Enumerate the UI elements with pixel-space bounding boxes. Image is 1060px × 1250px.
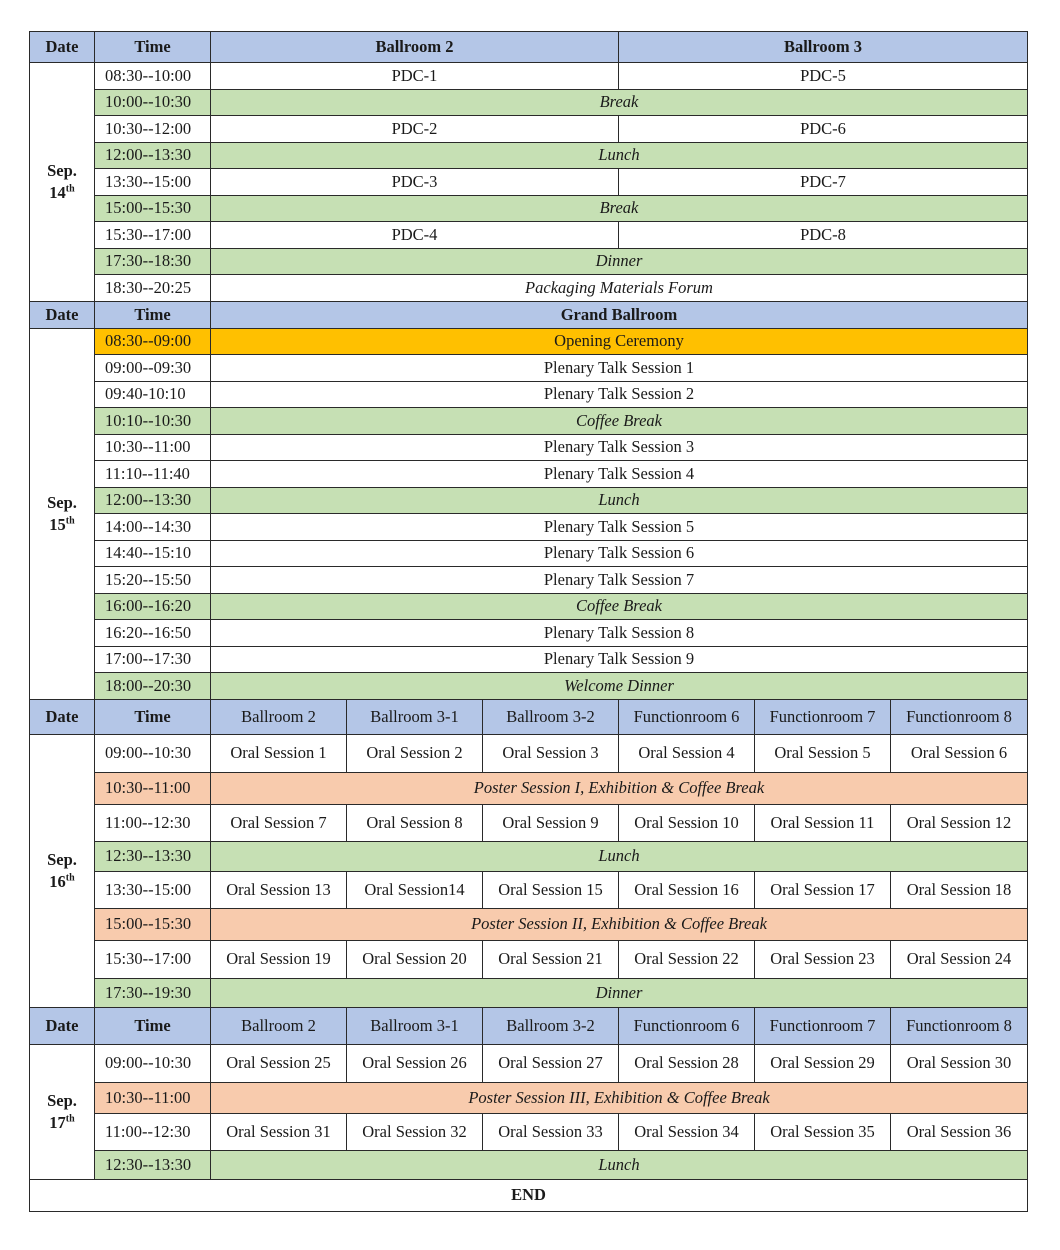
day4-row bbox=[30, 1082, 1028, 1113]
session-cell: Oral Session 20 bbox=[347, 940, 483, 978]
session-cell: Oral Session 22 bbox=[619, 940, 755, 978]
session-cell: Oral Session 15 bbox=[483, 871, 619, 908]
event-cell: Coffee Break bbox=[211, 408, 1028, 435]
time-cell: 13:30--15:00 bbox=[95, 169, 211, 196]
day2-header-row bbox=[30, 301, 1028, 328]
poster-session-cell: Poster Session III, Exhibition & Coffee Break bbox=[211, 1082, 1028, 1113]
session-cell: Oral Session 10 bbox=[619, 804, 755, 841]
session-cell: PDC-5 bbox=[619, 63, 1028, 90]
date-header: Date bbox=[30, 301, 95, 328]
time-header: Time bbox=[95, 699, 211, 734]
event-cell: Opening Ceremony bbox=[211, 328, 1028, 355]
time-cell: 15:30--17:00 bbox=[95, 940, 211, 978]
day1-row bbox=[30, 116, 1028, 143]
session-cell: Oral Session 4 bbox=[619, 734, 755, 772]
room-header: Ballroom 3-2 bbox=[483, 699, 619, 734]
session-cell: Oral Session 24 bbox=[891, 940, 1028, 978]
day3-row bbox=[30, 908, 1028, 940]
day1-header-row bbox=[30, 32, 1028, 63]
session-cell: Oral Session 29 bbox=[755, 1044, 891, 1082]
event-cell: Plenary Talk Session 9 bbox=[211, 646, 1028, 673]
session-cell: Oral Session 8 bbox=[347, 804, 483, 841]
day1-row bbox=[30, 142, 1028, 169]
room-header: Ballroom 3-1 bbox=[347, 1007, 483, 1044]
time-cell: 10:30--11:00 bbox=[95, 434, 211, 461]
day4-row bbox=[30, 1044, 1028, 1082]
day1-row bbox=[30, 248, 1028, 275]
session-cell: Oral Session 25 bbox=[211, 1044, 347, 1082]
time-cell: 10:10--10:30 bbox=[95, 408, 211, 435]
time-cell: 09:00--09:30 bbox=[95, 355, 211, 382]
room-header: Functionroom 7 bbox=[755, 699, 891, 734]
session-cell: Oral Session 33 bbox=[483, 1113, 619, 1150]
time-cell: 15:20--15:50 bbox=[95, 567, 211, 594]
time-cell: 14:40--15:10 bbox=[95, 540, 211, 567]
date-day: 14 bbox=[49, 182, 66, 202]
day2-row bbox=[30, 540, 1028, 567]
day3-header-row bbox=[30, 699, 1028, 734]
date-cell-sep-14 bbox=[30, 63, 95, 302]
end-label: END bbox=[30, 1179, 1028, 1211]
room-header: Functionroom 7 bbox=[755, 1007, 891, 1044]
time-cell: 16:20--16:50 bbox=[95, 620, 211, 647]
session-cell: Oral Session 36 bbox=[891, 1113, 1028, 1150]
session-cell: Oral Session 12 bbox=[891, 804, 1028, 841]
day2-row bbox=[30, 355, 1028, 382]
break-cell: Break bbox=[211, 195, 1028, 222]
room-header: Ballroom 2 bbox=[211, 1007, 347, 1044]
time-cell: 15:30--17:00 bbox=[95, 222, 211, 249]
event-cell: Plenary Talk Session 1 bbox=[211, 355, 1028, 382]
event-cell: Plenary Talk Session 7 bbox=[211, 567, 1028, 594]
event-cell: Lunch bbox=[211, 487, 1028, 514]
room-header: Functionroom 8 bbox=[891, 1007, 1028, 1044]
date-suffix: th bbox=[65, 183, 75, 195]
poster-session-cell: Poster Session II, Exhibition & Coffee Break bbox=[211, 908, 1028, 940]
day1-row bbox=[30, 222, 1028, 249]
date-cell-sep-17 bbox=[30, 1044, 95, 1179]
day2-row bbox=[30, 381, 1028, 408]
time-cell: 08:30--09:00 bbox=[95, 328, 211, 355]
session-cell: Oral Session 26 bbox=[347, 1044, 483, 1082]
day2-row bbox=[30, 487, 1028, 514]
session-cell: Oral Session 30 bbox=[891, 1044, 1028, 1082]
time-cell: 10:30--12:00 bbox=[95, 116, 211, 143]
time-cell: 09:00--10:30 bbox=[95, 1044, 211, 1082]
session-cell: PDC-3 bbox=[211, 169, 619, 196]
date-suffix: th bbox=[65, 1113, 75, 1124]
forum-cell: Packaging Materials Forum bbox=[211, 275, 1028, 302]
time-cell: 12:30--13:30 bbox=[95, 841, 211, 871]
event-cell: Plenary Talk Session 3 bbox=[211, 434, 1028, 461]
room-header: Functionroom 6 bbox=[619, 1007, 755, 1044]
session-cell: Oral Session 28 bbox=[619, 1044, 755, 1082]
session-cell: Oral Session 19 bbox=[211, 940, 347, 978]
lunch-cell: Lunch bbox=[211, 841, 1028, 871]
event-cell: Plenary Talk Session 4 bbox=[211, 461, 1028, 488]
day3-row bbox=[30, 772, 1028, 804]
date-day: 17 bbox=[49, 1112, 66, 1132]
dinner-cell: Dinner bbox=[211, 978, 1028, 1007]
ballroom-3-header: Ballroom 3 bbox=[619, 32, 1028, 63]
day3-row bbox=[30, 734, 1028, 772]
room-header: Ballroom 3-1 bbox=[347, 699, 483, 734]
time-cell: 08:30--10:00 bbox=[95, 63, 211, 90]
time-cell: 11:00--12:30 bbox=[95, 1113, 211, 1150]
session-cell: Oral Session 13 bbox=[211, 871, 347, 908]
session-cell: Oral Session 3 bbox=[483, 734, 619, 772]
session-cell: PDC-6 bbox=[619, 116, 1028, 143]
room-header: Functionroom 8 bbox=[891, 699, 1028, 734]
session-cell: Oral Session 9 bbox=[483, 804, 619, 841]
day2-row bbox=[30, 514, 1028, 541]
session-cell: Oral Session 7 bbox=[211, 804, 347, 841]
day4-header-row bbox=[30, 1007, 1028, 1044]
day3-row bbox=[30, 841, 1028, 871]
day3-row bbox=[30, 978, 1028, 1007]
time-header: Time bbox=[95, 301, 211, 328]
date-month: Sep. bbox=[47, 1091, 77, 1111]
time-cell: 11:00--12:30 bbox=[95, 804, 211, 841]
day2-row bbox=[30, 593, 1028, 620]
date-suffix: th bbox=[65, 872, 75, 883]
date-month: Sep. bbox=[47, 493, 77, 513]
session-cell: Oral Session 31 bbox=[211, 1113, 347, 1150]
time-cell: 12:00--13:30 bbox=[95, 142, 211, 169]
time-cell: 14:00--14:30 bbox=[95, 514, 211, 541]
day3-row bbox=[30, 940, 1028, 978]
event-cell: Plenary Talk Session 5 bbox=[211, 514, 1028, 541]
session-cell: Oral Session 35 bbox=[755, 1113, 891, 1150]
session-cell: Oral Session 23 bbox=[755, 940, 891, 978]
date-suffix: th bbox=[65, 515, 75, 526]
session-cell: PDC-1 bbox=[211, 63, 619, 90]
dinner-cell: Dinner bbox=[211, 248, 1028, 275]
day2-row bbox=[30, 408, 1028, 435]
room-header: Ballroom 3-2 bbox=[483, 1007, 619, 1044]
lunch-cell: Lunch bbox=[211, 1150, 1028, 1179]
event-cell: Plenary Talk Session 2 bbox=[211, 381, 1028, 408]
session-cell: Oral Session 2 bbox=[347, 734, 483, 772]
break-cell: Break bbox=[211, 89, 1028, 116]
grand-ballroom-header: Grand Ballroom bbox=[211, 301, 1028, 328]
session-cell: Oral Session 21 bbox=[483, 940, 619, 978]
session-cell: PDC-7 bbox=[619, 169, 1028, 196]
day3-row bbox=[30, 871, 1028, 908]
day4-row bbox=[30, 1113, 1028, 1150]
time-cell: 17:30--19:30 bbox=[95, 978, 211, 1007]
day2-row bbox=[30, 673, 1028, 700]
event-cell: Plenary Talk Session 8 bbox=[211, 620, 1028, 647]
session-cell: PDC-2 bbox=[211, 116, 619, 143]
time-cell: 18:30--20:25 bbox=[95, 275, 211, 302]
day1-row bbox=[30, 195, 1028, 222]
time-cell: 09:00--10:30 bbox=[95, 734, 211, 772]
event-cell: Plenary Talk Session 6 bbox=[211, 540, 1028, 567]
date-header: Date bbox=[30, 32, 95, 63]
session-cell: PDC-8 bbox=[619, 222, 1028, 249]
day2-row bbox=[30, 620, 1028, 647]
date-month: Sep. bbox=[47, 161, 77, 181]
day1-row bbox=[30, 169, 1028, 196]
time-header: Time bbox=[95, 1007, 211, 1044]
time-header: Time bbox=[95, 32, 211, 63]
time-cell: 12:30--13:30 bbox=[95, 1150, 211, 1179]
date-cell-sep-16 bbox=[30, 734, 95, 1007]
event-cell: Coffee Break bbox=[211, 593, 1028, 620]
room-header: Functionroom 6 bbox=[619, 699, 755, 734]
date-day: 16 bbox=[49, 871, 66, 891]
time-cell: 17:00--17:30 bbox=[95, 646, 211, 673]
time-cell: 13:30--15:00 bbox=[95, 871, 211, 908]
day1-row bbox=[30, 89, 1028, 116]
room-header: Ballroom 2 bbox=[211, 699, 347, 734]
session-cell: Oral Session 27 bbox=[483, 1044, 619, 1082]
day4-row bbox=[30, 1150, 1028, 1179]
date-cell-sep-15 bbox=[30, 328, 95, 699]
day2-row bbox=[30, 328, 1028, 355]
session-cell: Oral Session 32 bbox=[347, 1113, 483, 1150]
session-cell: Oral Session 17 bbox=[755, 871, 891, 908]
day3-row bbox=[30, 804, 1028, 841]
time-cell: 17:30--18:30 bbox=[95, 248, 211, 275]
session-cell: Oral Session 34 bbox=[619, 1113, 755, 1150]
date-month: Sep. bbox=[47, 850, 77, 870]
day1-row bbox=[30, 63, 1028, 90]
session-cell: Oral Session 18 bbox=[891, 871, 1028, 908]
event-cell: Welcome Dinner bbox=[211, 673, 1028, 700]
day2-row bbox=[30, 567, 1028, 594]
session-cell: Oral Session 1 bbox=[211, 734, 347, 772]
day2-row bbox=[30, 461, 1028, 488]
poster-session-cell: Poster Session I, Exhibition & Coffee Break bbox=[211, 772, 1028, 804]
time-cell: 10:30--11:00 bbox=[95, 1082, 211, 1113]
end-row bbox=[30, 1179, 1028, 1211]
session-cell: Oral Session 5 bbox=[755, 734, 891, 772]
time-cell: 15:00--15:30 bbox=[95, 195, 211, 222]
session-cell: Oral Session 11 bbox=[755, 804, 891, 841]
time-cell: 12:00--13:30 bbox=[95, 487, 211, 514]
time-cell: 16:00--16:20 bbox=[95, 593, 211, 620]
session-cell: Oral Session 6 bbox=[891, 734, 1028, 772]
conference-schedule-table bbox=[29, 31, 1028, 1212]
time-cell: 15:00--15:30 bbox=[95, 908, 211, 940]
lunch-cell: Lunch bbox=[211, 142, 1028, 169]
time-cell: 11:10--11:40 bbox=[95, 461, 211, 488]
session-cell: Oral Session14 bbox=[347, 871, 483, 908]
day2-row bbox=[30, 434, 1028, 461]
session-cell: PDC-4 bbox=[211, 222, 619, 249]
date-header: Date bbox=[30, 1007, 95, 1044]
time-cell: 18:00--20:30 bbox=[95, 673, 211, 700]
day1-row bbox=[30, 275, 1028, 302]
time-cell: 09:40-10:10 bbox=[95, 381, 211, 408]
time-cell: 10:30--11:00 bbox=[95, 772, 211, 804]
date-day: 15 bbox=[49, 514, 66, 534]
time-cell: 10:00--10:30 bbox=[95, 89, 211, 116]
session-cell: Oral Session 16 bbox=[619, 871, 755, 908]
ballroom-2-header: Ballroom 2 bbox=[211, 32, 619, 63]
date-header: Date bbox=[30, 699, 95, 734]
day2-row bbox=[30, 646, 1028, 673]
